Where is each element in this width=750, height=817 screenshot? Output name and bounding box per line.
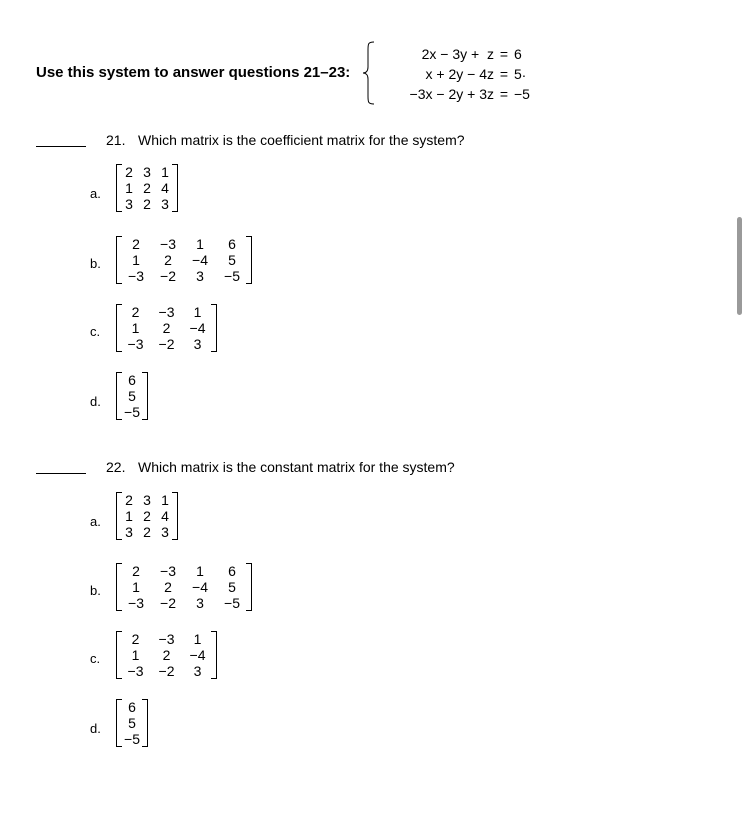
matrix bbox=[116, 492, 178, 540]
matrix-row bbox=[120, 372, 144, 388]
matrix-row bbox=[120, 595, 248, 611]
equation-row bbox=[376, 64, 538, 84]
option-letter: d. bbox=[90, 721, 101, 736]
matrix-cell: 4 bbox=[161, 508, 169, 524]
matrix-row bbox=[120, 404, 144, 420]
matrix bbox=[116, 304, 217, 352]
matrix-cell: 3 bbox=[193, 663, 202, 679]
matrix-cell: 3 bbox=[161, 524, 169, 540]
left-brace-icon bbox=[362, 40, 376, 106]
matrix-row bbox=[120, 631, 213, 647]
matrix-bracket-corner bbox=[211, 631, 216, 632]
matrix-cell: 1 bbox=[131, 320, 140, 336]
matrix-cell: 1 bbox=[132, 579, 140, 595]
matrix-cell: 1 bbox=[196, 236, 204, 252]
matrix-bracket-corner bbox=[211, 351, 216, 352]
matrix-cell: 1 bbox=[125, 180, 133, 196]
matrix-cell: 2 bbox=[131, 304, 140, 320]
matrix-cell: 2 bbox=[162, 320, 171, 336]
matrix-cell: 3 bbox=[143, 492, 151, 508]
matrix bbox=[116, 699, 148, 747]
matrix-cell: 1 bbox=[125, 508, 133, 524]
matrix-cell: 1 bbox=[193, 304, 202, 320]
matrix-bracket-corner bbox=[246, 283, 251, 284]
matrix-cell: 4 bbox=[161, 180, 169, 196]
matrix-row bbox=[120, 647, 213, 663]
matrix-cell: 3 bbox=[143, 164, 151, 180]
matrix-cell: −5 bbox=[224, 595, 240, 611]
matrix-cell: −5 bbox=[124, 731, 140, 747]
matrix-row bbox=[120, 492, 174, 508]
matrix-bracket-corner bbox=[172, 539, 177, 540]
matrix-cell: −5 bbox=[224, 268, 240, 284]
matrix-row bbox=[120, 731, 144, 747]
option-letter: d. bbox=[90, 394, 101, 409]
matrix-row bbox=[120, 508, 174, 524]
question-prompt: Which matrix is the constant matrix for the system? bbox=[138, 459, 455, 475]
question-number: 22. bbox=[106, 459, 126, 475]
matrix-cell: 1 bbox=[132, 252, 140, 268]
matrix-cell: 2 bbox=[143, 524, 151, 540]
matrix-cell: 3 bbox=[125, 524, 133, 540]
matrix-cell: 2 bbox=[164, 579, 172, 595]
matrix-bracket-corner bbox=[246, 563, 251, 564]
equation-system bbox=[362, 40, 532, 106]
matrix-cell: 2 bbox=[125, 164, 133, 180]
matrix-cell: −3 bbox=[160, 563, 176, 579]
matrix-row bbox=[120, 164, 174, 180]
question-text bbox=[106, 132, 465, 148]
matrix-row bbox=[120, 388, 144, 404]
matrix bbox=[116, 236, 252, 284]
matrix bbox=[116, 372, 148, 420]
matrix-cell: 3 bbox=[193, 336, 202, 352]
matrix-row bbox=[120, 304, 213, 320]
matrix-cell: −2 bbox=[158, 663, 175, 679]
matrix-bracket-corner bbox=[172, 492, 177, 493]
matrix-cell: 6 bbox=[228, 563, 236, 579]
matrix-cell: 5 bbox=[128, 388, 136, 404]
intro-text: Use this system to answer questions 21–23: bbox=[36, 64, 351, 81]
matrix-bracket-corner bbox=[142, 372, 147, 373]
matrix-bracket-corner bbox=[246, 236, 251, 237]
matrix-cell: −3 bbox=[127, 663, 144, 679]
matrix-bracket-corner bbox=[211, 678, 216, 679]
matrix-row bbox=[120, 699, 144, 715]
matrix-cell: 2 bbox=[132, 236, 140, 252]
matrix-cell: 5 bbox=[128, 715, 136, 731]
matrix-cell: −3 bbox=[128, 268, 144, 284]
matrix-row bbox=[120, 236, 248, 252]
option-letter: a. bbox=[90, 514, 101, 529]
option-letter: b. bbox=[90, 256, 101, 271]
matrix-cell: 1 bbox=[161, 492, 169, 508]
equation-lhs: −3x − 2y + 3z bbox=[409, 86, 494, 102]
equals-sign: = bbox=[499, 86, 509, 102]
equations bbox=[376, 44, 538, 104]
matrix-row bbox=[120, 336, 213, 352]
equation-rhs: 5 bbox=[514, 66, 522, 82]
matrix-cell: 2 bbox=[143, 180, 151, 196]
matrix bbox=[116, 563, 252, 611]
matrix-cell: 6 bbox=[128, 372, 136, 388]
matrix-cell: −3 bbox=[158, 631, 175, 647]
equation-rhs: −5 bbox=[514, 86, 530, 102]
matrix-cell: 5 bbox=[228, 252, 236, 268]
matrix-cell: 2 bbox=[125, 492, 133, 508]
matrix-cell: 2 bbox=[132, 563, 140, 579]
matrix-cell: 1 bbox=[196, 563, 204, 579]
matrix-cell: −4 bbox=[192, 579, 208, 595]
matrix-row bbox=[120, 563, 248, 579]
option-letter: b. bbox=[90, 583, 101, 598]
matrix-cell: −3 bbox=[160, 236, 176, 252]
matrix-cell: 3 bbox=[196, 268, 204, 284]
matrix-cell: −2 bbox=[160, 595, 176, 611]
system-period: . bbox=[522, 64, 526, 80]
question-number: 21. bbox=[106, 132, 126, 148]
option-letter: a. bbox=[90, 186, 101, 201]
matrix-cell: 1 bbox=[131, 647, 140, 663]
matrix-cell: −3 bbox=[128, 595, 144, 611]
matrix-row bbox=[120, 252, 248, 268]
matrix-row bbox=[120, 579, 248, 595]
matrix-cell: 6 bbox=[128, 699, 136, 715]
answer-blank[interactable] bbox=[36, 146, 86, 147]
equals-sign: = bbox=[499, 46, 509, 62]
equation-row bbox=[376, 84, 538, 104]
matrix-cell: 2 bbox=[131, 631, 140, 647]
matrix-bracket-corner bbox=[172, 211, 177, 212]
matrix-row bbox=[120, 524, 174, 540]
matrix-cell: 6 bbox=[228, 236, 236, 252]
matrix bbox=[116, 164, 178, 212]
vertical-scrollbar[interactable] bbox=[737, 217, 742, 315]
answer-blank[interactable] bbox=[36, 473, 86, 474]
matrix-cell: 2 bbox=[162, 647, 171, 663]
matrix-bracket-corner bbox=[172, 164, 177, 165]
matrix-cell: 1 bbox=[193, 631, 202, 647]
matrix-cell: −4 bbox=[192, 252, 208, 268]
matrix-row bbox=[120, 663, 213, 679]
option-letter: c. bbox=[90, 651, 101, 666]
question-prompt: Which matrix is the coefficient matrix for the system? bbox=[138, 132, 465, 148]
matrix-bracket-corner bbox=[246, 610, 251, 611]
matrix-row bbox=[120, 268, 248, 284]
equation-rhs: 6 bbox=[514, 46, 522, 62]
equation-lhs: 2x − 3y + z bbox=[421, 46, 494, 62]
matrix-cell: −4 bbox=[189, 647, 206, 663]
equation-lhs: x + 2y − 4z bbox=[425, 66, 494, 82]
matrix-row bbox=[120, 715, 144, 731]
matrix-row bbox=[120, 320, 213, 336]
equation-row bbox=[376, 44, 538, 64]
matrix-cell: −2 bbox=[160, 268, 176, 284]
matrix-cell: 3 bbox=[161, 196, 169, 212]
matrix-cell: 3 bbox=[196, 595, 204, 611]
question-text bbox=[106, 459, 455, 475]
matrix-cell: −5 bbox=[124, 404, 140, 420]
matrix-cell: 3 bbox=[125, 196, 133, 212]
matrix-cell: 2 bbox=[143, 508, 151, 524]
matrix-cell: −3 bbox=[158, 304, 175, 320]
matrix-cell: 2 bbox=[143, 196, 151, 212]
matrix-cell: 1 bbox=[161, 164, 169, 180]
matrix-bracket-corner bbox=[142, 746, 147, 747]
matrix-row bbox=[120, 180, 174, 196]
matrix-cell: 5 bbox=[228, 579, 236, 595]
option-letter: c. bbox=[90, 324, 101, 339]
matrix bbox=[116, 631, 217, 679]
equals-sign: = bbox=[499, 66, 509, 82]
matrix-bracket-corner bbox=[142, 699, 147, 700]
matrix-cell: −2 bbox=[158, 336, 175, 352]
matrix-cell: 2 bbox=[164, 252, 172, 268]
matrix-bracket-corner bbox=[142, 419, 147, 420]
matrix-cell: −3 bbox=[127, 336, 144, 352]
matrix-bracket-corner bbox=[211, 304, 216, 305]
matrix-cell: −4 bbox=[189, 320, 206, 336]
matrix-row bbox=[120, 196, 174, 212]
